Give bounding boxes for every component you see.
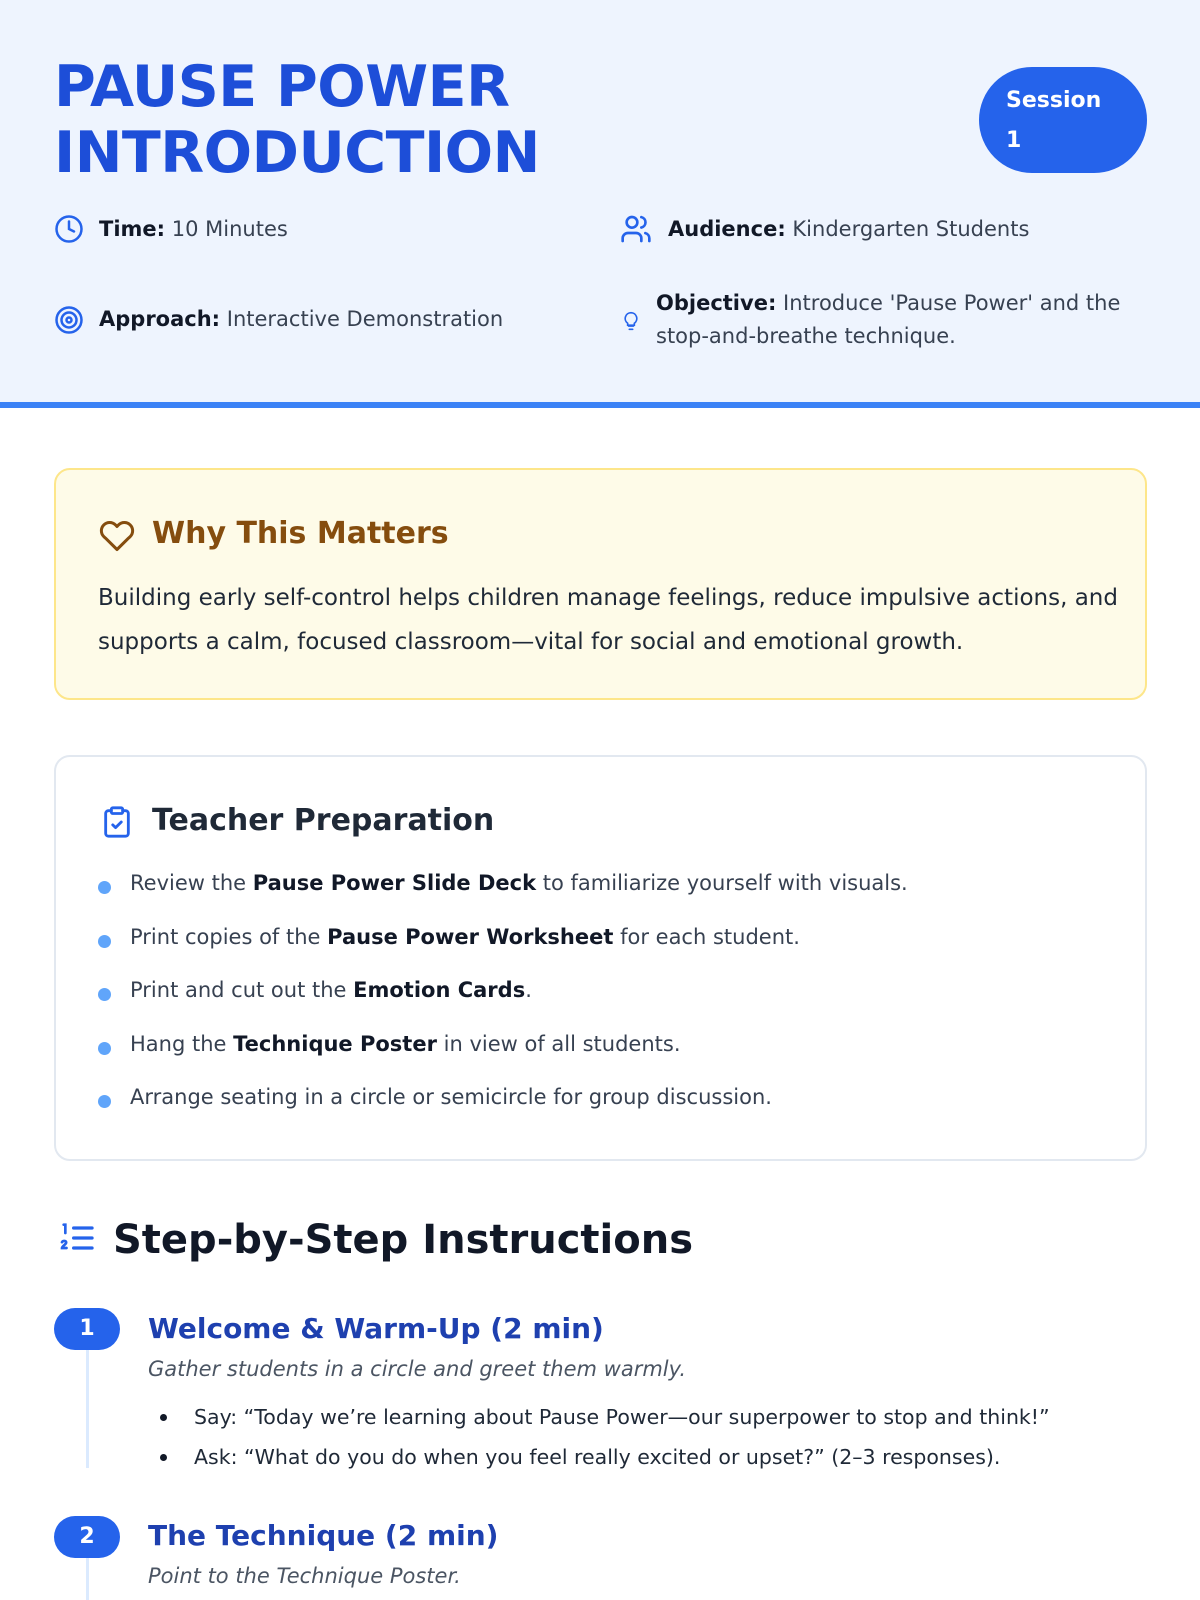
session-label: Session (1006, 88, 1102, 113)
prep-item-text: to familiarize yourself with visuals. (536, 871, 908, 895)
step-title: Welcome & Warm-Up (2 min) (148, 1312, 604, 1345)
prep-item-text: Print and cut out the (130, 978, 354, 1002)
objective-value: Introduce 'Pause Power' and the stop-and-breathe technique. (656, 291, 1121, 348)
bullet-dot (98, 1095, 111, 1108)
meta-objective (656, 287, 1136, 353)
meta-audience (668, 213, 1029, 246)
why-this-matters-card (54, 468, 1147, 700)
step-subtitle: Gather students in a circle and greet them warmly. (148, 1357, 687, 1381)
step-number-badge: 1 (54, 1308, 120, 1350)
meta-time (99, 213, 288, 246)
bullet-dot (98, 935, 111, 948)
prep-title: Teacher Preparation (152, 803, 495, 838)
page-title: PAUSE POWER INTRODUCTION (54, 54, 540, 186)
header (0, 0, 1200, 408)
step-title: The Technique (2 min) (148, 1519, 499, 1552)
prep-item (98, 921, 1098, 975)
users-icon (620, 213, 652, 245)
prep-item (98, 974, 1098, 1028)
session-number: 1 (1006, 128, 1022, 153)
prep-item-text: Print copies of the (130, 924, 328, 949)
meta-approach (99, 303, 503, 336)
bullet-dot (98, 988, 111, 1001)
prep-list (98, 867, 1098, 1135)
prep-item-text: Review the (130, 871, 253, 895)
approach-label: Approach: (99, 307, 221, 331)
numbered-list-icon (56, 1218, 98, 1258)
prep-item-bold: Pause Power Slide Deck (252, 871, 537, 895)
objective-label: Objective: (656, 291, 777, 315)
prep-item (98, 1028, 1098, 1082)
bullet-dot (98, 881, 111, 894)
prep-item (98, 1081, 1098, 1135)
prep-item-text: Hang the (130, 1031, 234, 1056)
approach-value: Interactive Demonstration (226, 307, 504, 331)
clock-icon (54, 214, 84, 244)
session-badge (979, 67, 1147, 173)
prep-item-bold: Emotion Cards (353, 978, 526, 1002)
prep-item-bold: Pause Power Worksheet (327, 924, 614, 949)
clipboard-check-icon (100, 803, 134, 841)
heart-icon (98, 518, 136, 554)
prep-item-text: Arrange seating in a circle or semicircle for group discussion. (130, 1085, 772, 1109)
teacher-preparation-card (54, 755, 1147, 1161)
why-title: Why This Matters (152, 516, 449, 551)
bullet-dot (98, 1042, 111, 1055)
prep-item-text: for each student. (613, 924, 800, 949)
why-body: Building early self-control helps children manage feelings, reduce impulsive actions, and supports a calm, focused classroom—vital for social and emotional growth. (98, 585, 1118, 655)
prep-item (98, 867, 1098, 921)
time-value: 10 Minutes (171, 217, 288, 241)
step-subtitle: Point to the Technique Poster. (148, 1564, 461, 1588)
step-bullet: Say: “Today we’re learning about Pause Power—our superpower to stop and think!” (160, 1397, 1120, 1437)
step-number-badge: 2 (54, 1516, 120, 1558)
audience-value: Kindergarten Students (792, 217, 1030, 241)
prep-item-bold: Technique Poster (233, 1031, 437, 1056)
audience-label: Audience: (668, 217, 786, 241)
prep-item-text: in view of all students. (436, 1031, 681, 1056)
steps-title: Step-by-Step Instructions (113, 1217, 694, 1263)
target-icon (54, 305, 84, 335)
lightbulb-icon (621, 308, 641, 334)
step-bullet: Ask: “What do you do when you feel really excited or upset?” (2–3 responses). (160, 1437, 1120, 1477)
time-label: Time: (99, 217, 166, 241)
step-bullet-list (160, 1397, 1120, 1477)
prep-item-text: . (525, 978, 532, 1002)
